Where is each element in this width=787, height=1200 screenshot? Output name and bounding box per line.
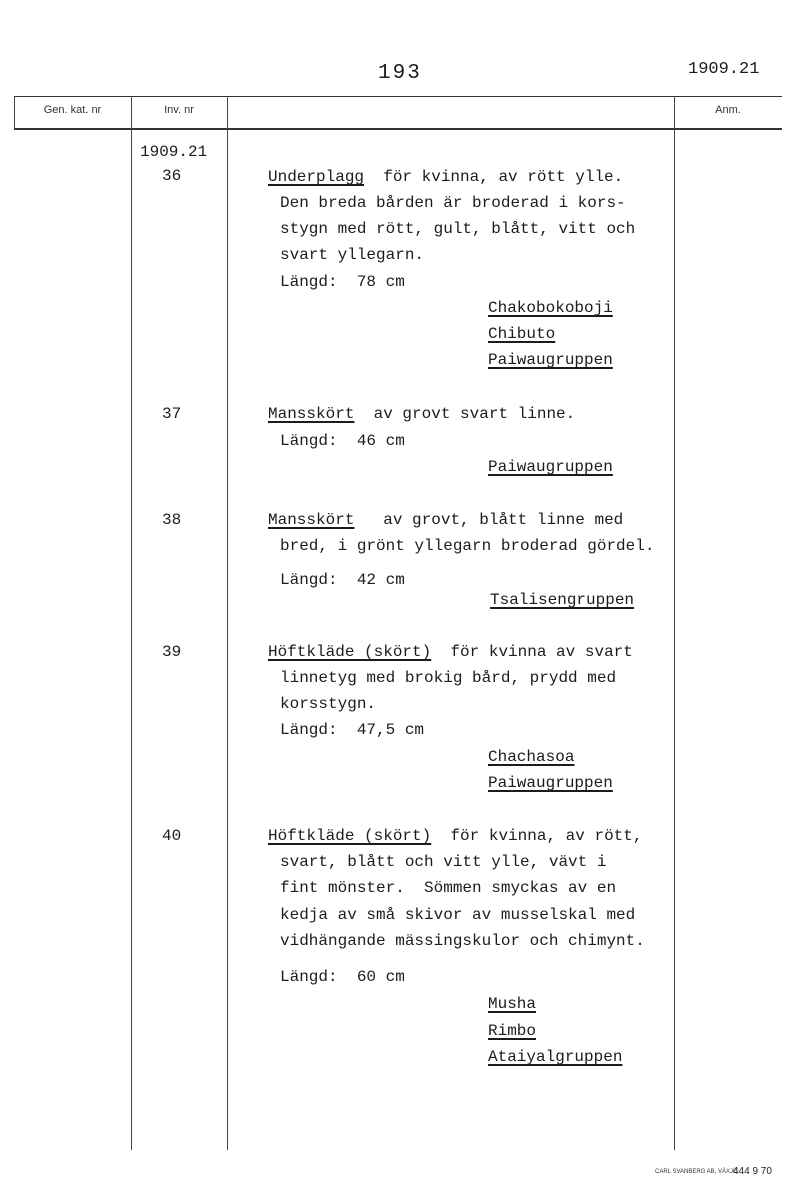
object-title: Underplagg xyxy=(268,168,365,186)
inventory-number: 37 xyxy=(162,405,182,423)
description-line: stygn med rött, gult, blått, vitt och xyxy=(280,220,636,238)
column-header-anm: Anm. xyxy=(715,104,741,116)
description-line: för kvinna av svart xyxy=(450,643,633,661)
ethnic-group: Ataiyalgruppen xyxy=(488,1048,623,1066)
printer-imprint: CARL SVANBERG AB, VÄXJÖ xyxy=(655,1169,738,1175)
length-line: Längd: 42 cm xyxy=(280,571,405,589)
description-line: korsstygn. xyxy=(280,695,377,713)
entry-first-line xyxy=(268,168,623,186)
column-divider xyxy=(131,96,132,1150)
catalog-reference: 1909.21 xyxy=(688,60,760,79)
description-line: fint mönster. Sömmen smyckas av en xyxy=(280,879,617,897)
place-name: Chakobokoboji xyxy=(488,299,613,317)
column-divider xyxy=(227,96,228,1150)
entry-first-line xyxy=(268,511,623,529)
ethnic-group: Paiwaugruppen xyxy=(488,351,613,369)
inventory-number: 38 xyxy=(162,511,182,529)
description-line: av grovt, blått linne med xyxy=(383,511,624,529)
description-line: för kvinna, av rött ylle. xyxy=(383,168,624,186)
column-divider xyxy=(674,96,675,1150)
object-title: Mansskört xyxy=(268,405,355,423)
description-line: Den breda bården är broderad i kors- xyxy=(280,194,626,212)
form-number: 444 9 70 xyxy=(733,1166,772,1177)
entry-first-line xyxy=(268,827,642,845)
length-line: Längd: 47,5 cm xyxy=(280,721,425,739)
description-line: svart, blått och vitt ylle, vävt i xyxy=(280,853,607,871)
object-title: Höftkläde (skört) xyxy=(268,827,432,845)
description-line: linnetyg med brokig bård, prydd med xyxy=(280,669,617,687)
entry-first-line xyxy=(268,405,575,423)
inventory-number: 39 xyxy=(162,643,182,661)
length-line: Längd: 78 cm xyxy=(280,273,405,291)
place-name: Chibuto xyxy=(488,325,556,343)
place-name: Rimbo xyxy=(488,1022,537,1040)
description-line: svart yllegarn. xyxy=(280,246,425,264)
table-top-rule xyxy=(14,96,782,97)
description-line: bred, i grönt yllegarn broderad gördel. xyxy=(280,537,655,555)
description-line: vidhängande mässingskulor och chimynt. xyxy=(280,932,645,950)
ethnic-group: Tsalisengruppen xyxy=(490,591,635,609)
object-title: Mansskört xyxy=(268,511,355,529)
series-number: 1909.21 xyxy=(140,143,208,161)
entry-first-line xyxy=(268,643,633,661)
length-line: Längd: 46 cm xyxy=(280,432,405,450)
place-name: Musha xyxy=(488,995,537,1013)
place-name: Chachasoa xyxy=(488,748,575,766)
column-header-gen-kat-nr: Gen. kat. nr xyxy=(43,104,102,116)
description-line: av grovt svart linne. xyxy=(373,405,576,423)
ethnic-group: Paiwaugruppen xyxy=(488,458,613,476)
ethnic-group: Paiwaugruppen xyxy=(488,774,613,792)
header-bottom-rule xyxy=(14,128,782,130)
inventory-number: 36 xyxy=(162,167,182,185)
description-line: kedja av små skivor av musselskal med xyxy=(280,906,636,924)
length-line: Längd: 60 cm xyxy=(280,968,405,986)
inventory-number: 40 xyxy=(162,827,182,845)
column-header-inv-nr: Inv. nr xyxy=(164,104,194,116)
object-title: Höftkläde (skört) xyxy=(268,643,432,661)
description-line: för kvinna, av rött, xyxy=(450,827,643,845)
page-number: 193 xyxy=(378,62,422,85)
